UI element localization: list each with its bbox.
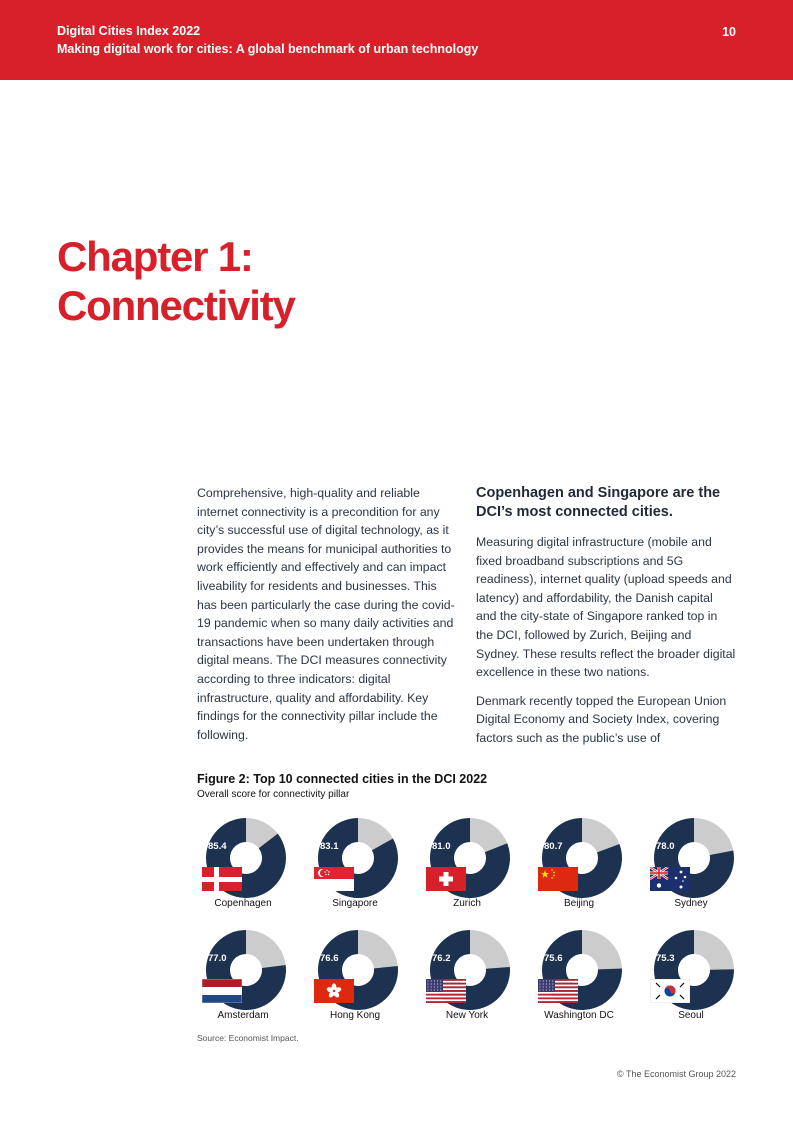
donut-remainder-segment bbox=[470, 930, 510, 969]
figure-title: Figure 2: Top 10 connected cities in the DCI 2022 bbox=[197, 772, 488, 786]
section-paragraph-1: Measuring digital infrastructure (mobile and fixed broadband subscriptions and 5G readiness), internet quality (upload speeds and latency) and affordability, the Danish capital and the city-state of Singapore ranked top in the DCI, followed by Zurich, Beijing and Sydney. These results reflect the broader digital excellence in these two nations. bbox=[476, 535, 736, 680]
section-paragraph-2: Denmark recently topped the European Union Digital Economy and Society Index, covering factors such as the public’s use of bbox=[476, 693, 727, 745]
donut-chart-item bbox=[650, 814, 762, 914]
donut-chart-item bbox=[426, 814, 538, 914]
intro-paragraph: Comprehensive, high-quality and reliable internet connectivity is a precondition for any city’s successful use of digital technology, as it provides the means for municipal authorities to work efficiently and effectively and can impact liveability for residents and businesses. This has been particularly the case during the covid-19 pandemic when so many daily activities and transactions have been undertaken through digital means. The DCI measures connectivity according to three indicators: digital infrastructure, quality and affordability. Key findings for the connectivity pillar include the following. bbox=[197, 486, 455, 742]
donut-remainder-segment bbox=[358, 930, 398, 968]
donut-chart-item bbox=[426, 926, 538, 1026]
donut-value-label: 80.7 bbox=[544, 841, 563, 852]
chapter-title-line2: Connectivity bbox=[57, 282, 295, 329]
donut-city-label: Hong Kong bbox=[329, 1010, 381, 1021]
page-number: 10 bbox=[722, 25, 736, 39]
usa-flag-icon bbox=[426, 979, 466, 1008]
switzerland-flag-icon bbox=[426, 867, 466, 896]
figure-subtitle: Overall score for connectivity pillar bbox=[197, 789, 350, 800]
donut-value-label: 85.4 bbox=[208, 841, 227, 852]
donut-remainder-segment bbox=[694, 930, 734, 970]
donut-chart-item bbox=[538, 926, 650, 1026]
donut-city-label: Amsterdam bbox=[217, 1010, 269, 1021]
donut-value-label: 83.1 bbox=[320, 841, 339, 852]
donut-chart-item bbox=[202, 814, 314, 914]
denmark-flag-icon bbox=[202, 867, 242, 896]
usa-flag-icon bbox=[538, 979, 578, 1008]
australia-flag-icon bbox=[650, 867, 690, 896]
netherlands-flag-icon bbox=[202, 979, 242, 1008]
donut-city-label: Sydney bbox=[674, 898, 708, 909]
donut-remainder-segment bbox=[694, 818, 733, 855]
figure-source: Source: Economist Impact. bbox=[197, 1033, 299, 1043]
donut-city-label: Beijing bbox=[563, 898, 595, 909]
donut-chart-item bbox=[538, 814, 650, 914]
south-korea-flag-icon bbox=[650, 979, 690, 1008]
singapore-flag-icon bbox=[314, 867, 354, 896]
donut-value-label: 76.6 bbox=[320, 953, 339, 964]
donut-chart-item bbox=[650, 926, 762, 1026]
donut-remainder-segment bbox=[582, 930, 622, 969]
donut-city-label: Copenhagen bbox=[214, 898, 272, 909]
donut-value-label: 76.2 bbox=[432, 953, 451, 964]
donut-value-label: 75.3 bbox=[656, 953, 675, 964]
donut-value-label: 78.0 bbox=[656, 841, 675, 852]
donut-chart-item bbox=[314, 814, 426, 914]
donut-city-label: Singapore bbox=[332, 898, 378, 909]
donut-city-label: Seoul bbox=[678, 1010, 704, 1021]
copyright: © The Economist Group 2022 bbox=[616, 1069, 736, 1079]
chapter-title-line1: Chapter 1: bbox=[57, 233, 253, 280]
donut-value-label: 81.0 bbox=[432, 841, 451, 852]
donut-city-label: Washington DC bbox=[544, 1010, 614, 1021]
donut-value-label: 75.6 bbox=[544, 953, 563, 964]
donut-chart-item bbox=[202, 926, 314, 1026]
hong-kong-flag-icon bbox=[314, 979, 354, 1008]
donut-city-label: Zurich bbox=[453, 898, 481, 909]
china-flag-icon bbox=[538, 867, 578, 896]
donut-city-label: New York bbox=[445, 1010, 489, 1021]
report-subtitle: Making digital work for cities: A global benchmark of urban technology bbox=[57, 42, 479, 56]
donut-value-label: 77.0 bbox=[208, 953, 227, 964]
donut-chart-item bbox=[314, 926, 426, 1026]
donut-remainder-segment bbox=[246, 930, 286, 968]
report-title: Digital Cities Index 2022 bbox=[57, 24, 201, 38]
section-heading: Copenhagen and Singapore are the DCI’s most connected cities. bbox=[476, 485, 721, 520]
